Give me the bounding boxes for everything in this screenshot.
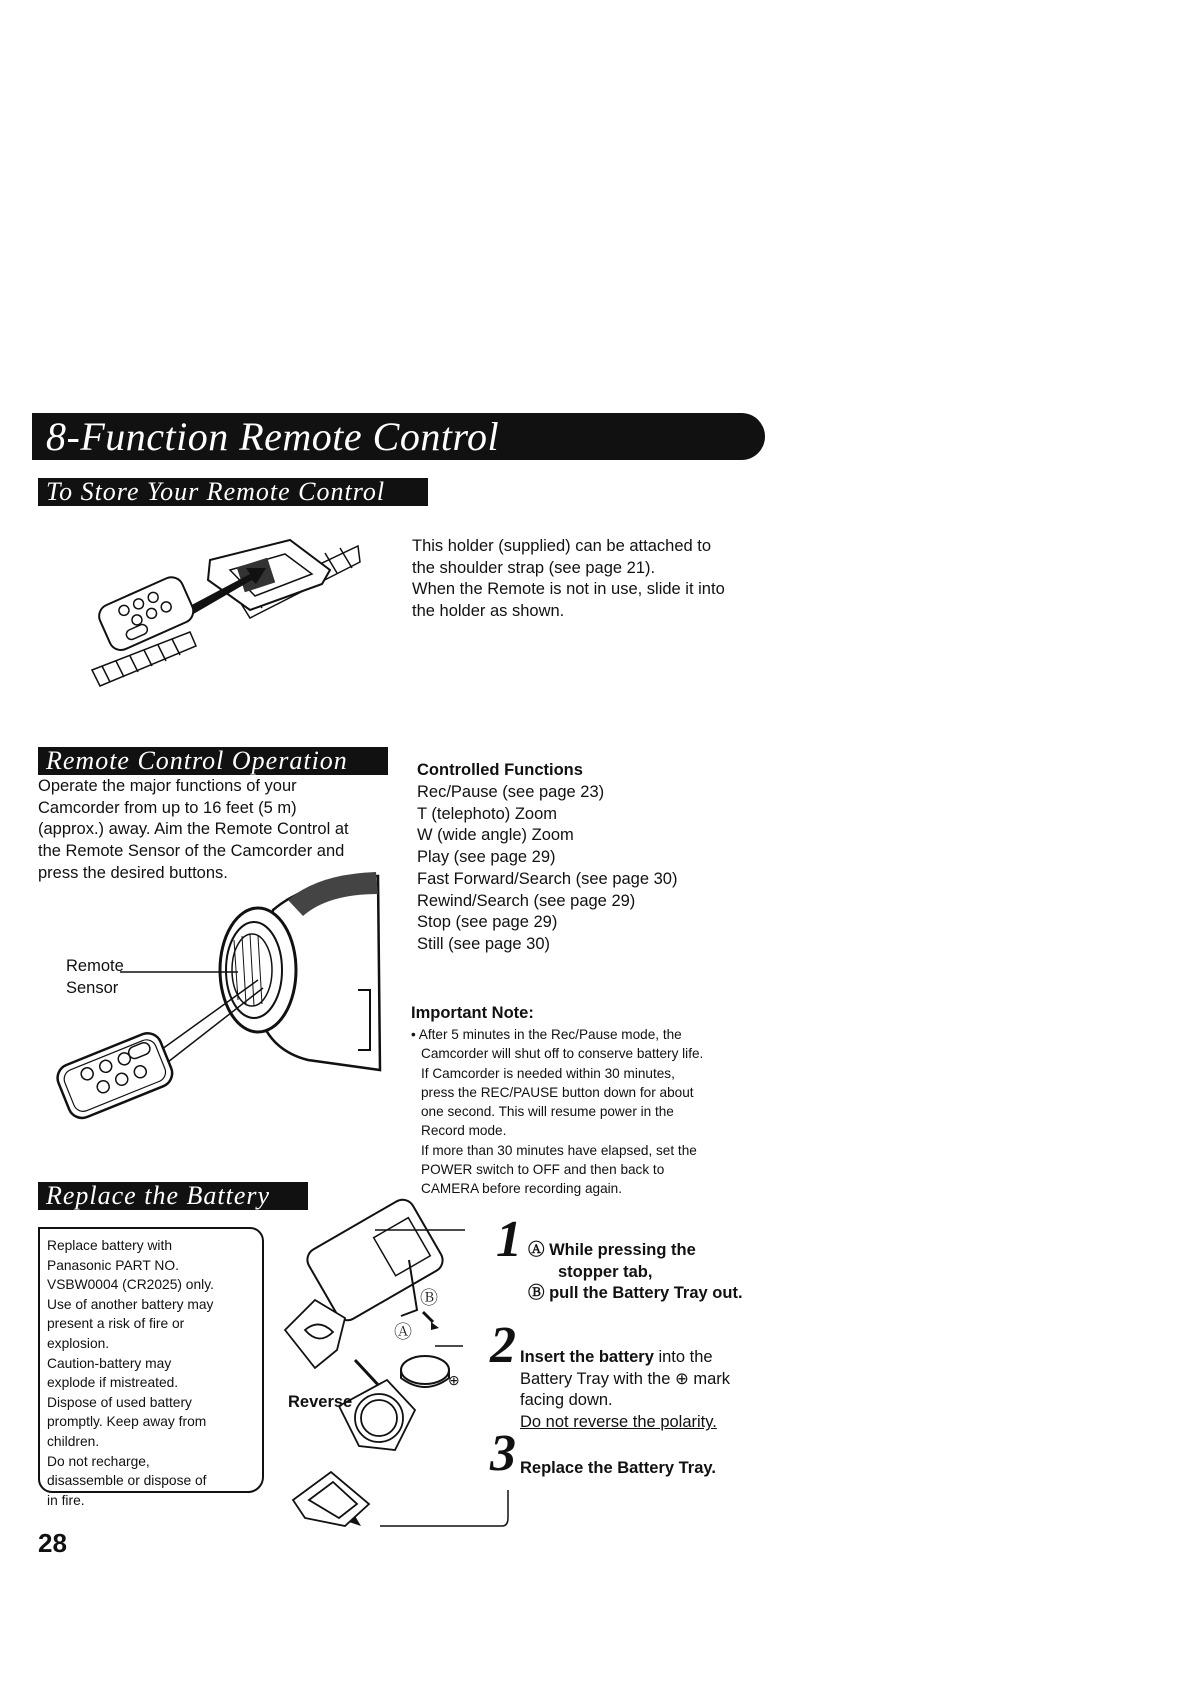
store-paragraph bbox=[412, 536, 782, 623]
step-1-text bbox=[528, 1240, 828, 1305]
camcorder-remote-illustration bbox=[58, 870, 388, 1130]
operation-line: Operate the major functions of your bbox=[38, 777, 297, 795]
step-line: stopper tab, bbox=[558, 1262, 653, 1281]
warning-line: Do not recharge, bbox=[47, 1453, 150, 1469]
warning-line: children. bbox=[47, 1433, 100, 1449]
note-line: one second. This will resume power in the bbox=[421, 1104, 674, 1120]
warning-line: explode if mistreated. bbox=[47, 1375, 179, 1391]
reverse-label: Reverse bbox=[288, 1393, 353, 1411]
warning-line: Panasonic PART NO. bbox=[47, 1257, 179, 1273]
warning-line: Use of another battery may bbox=[47, 1296, 214, 1312]
list-item: T (telephoto) Zoom bbox=[417, 804, 558, 823]
list-item: Rec/Pause (see page 23) bbox=[417, 783, 605, 801]
warning-line: disassemble or dispose of bbox=[47, 1473, 207, 1489]
store-line: the shoulder strap (see page 21). bbox=[412, 558, 656, 577]
step-line: facing down. bbox=[520, 1391, 613, 1410]
step-3-number: 3 bbox=[490, 1425, 516, 1482]
step-line: Battery Tray with the ⊕ mark bbox=[520, 1369, 731, 1388]
step-line-rest: into the bbox=[653, 1348, 713, 1366]
warning-line: Dispose of used battery bbox=[47, 1394, 192, 1410]
list-item: Rewind/Search (see page 29) bbox=[417, 891, 636, 910]
marker-a: Ⓐ bbox=[394, 1322, 412, 1342]
warning-line: VSBW0004 (CR2025) only. bbox=[47, 1277, 214, 1293]
plus-mark: ⊕ bbox=[448, 1372, 460, 1388]
operation-line: the Remote Sensor of the Camcorder and bbox=[38, 842, 345, 861]
warning-line: Replace battery with bbox=[47, 1238, 173, 1253]
step-line-bold: Insert the battery bbox=[520, 1348, 654, 1366]
battery-warning-box bbox=[38, 1227, 264, 1508]
note-line: press the REC/PAUSE button down for about bbox=[421, 1084, 694, 1100]
sensor-label-line: Sensor bbox=[66, 978, 119, 997]
store-line: This holder (supplied) can be attached to bbox=[412, 537, 712, 555]
warning-line: present a risk of fire or bbox=[47, 1316, 185, 1332]
marker-b: Ⓑ bbox=[420, 1288, 438, 1308]
important-note-body bbox=[411, 1025, 791, 1199]
step-1-number: 1 bbox=[496, 1211, 522, 1268]
step-2-text bbox=[520, 1347, 820, 1434]
note-line: Record mode. bbox=[421, 1123, 507, 1139]
page-number: 28 bbox=[38, 1528, 67, 1558]
operation-line: (approx.) away. Aim the Remote Control at bbox=[38, 820, 349, 839]
list-item: W (wide angle) Zoom bbox=[417, 826, 574, 845]
operation-line: Camcorder from up to 16 feet (5 m) bbox=[38, 798, 297, 817]
list-item: Stop (see page 29) bbox=[417, 913, 558, 932]
warning-line: Caution-battery may bbox=[47, 1355, 172, 1371]
step-3-text: Replace the Battery Tray. bbox=[520, 1459, 716, 1477]
step-2-number: 2 bbox=[490, 1317, 516, 1374]
page-title: 8-Function Remote Control bbox=[32, 413, 765, 460]
note-line: POWER switch to OFF and then back to bbox=[421, 1162, 665, 1178]
note-line: If Camcorder is needed within 30 minutes, bbox=[421, 1065, 675, 1081]
important-note-heading: Important Note: bbox=[411, 1004, 534, 1022]
section-heading-store: To Store Your Remote Control bbox=[38, 478, 428, 506]
list-item: Fast Forward/Search (see page 30) bbox=[417, 869, 678, 888]
warning-line: explosion. bbox=[47, 1335, 110, 1351]
warning-line: in fire. bbox=[47, 1492, 85, 1508]
list-item: Still (see page 30) bbox=[417, 934, 550, 953]
section-heading-battery: Replace the Battery bbox=[38, 1182, 308, 1210]
note-line: • After 5 minutes in the Rec/Pause mode, the bbox=[411, 1027, 682, 1042]
step-line: Ⓐ While pressing the bbox=[528, 1241, 696, 1259]
store-line: When the Remote is not in use, slide it into bbox=[412, 580, 725, 599]
warning-line: promptly. Keep away from bbox=[47, 1414, 207, 1430]
operation-line: press the desired buttons. bbox=[38, 863, 228, 882]
step-line: Ⓑ pull the Battery Tray out. bbox=[528, 1284, 743, 1303]
step-line: Do not reverse the polarity. bbox=[520, 1413, 717, 1432]
note-line: If more than 30 minutes have elapsed, set the bbox=[421, 1142, 697, 1158]
remote-holder-illustration bbox=[90, 540, 360, 710]
list-item: Play (see page 29) bbox=[417, 848, 556, 867]
controlled-functions-heading: Controlled Functions bbox=[417, 761, 583, 779]
note-line: Camcorder will shut off to conserve battery life. bbox=[421, 1046, 704, 1062]
sensor-label-line: Remote bbox=[66, 957, 124, 975]
operation-paragraph bbox=[38, 776, 398, 885]
controlled-functions-list bbox=[417, 782, 797, 956]
note-line: CAMERA before recording again. bbox=[421, 1181, 622, 1197]
section-heading-operation: Remote Control Operation bbox=[38, 747, 388, 775]
step-3-leader-line bbox=[380, 1470, 520, 1540]
step-line bbox=[520, 1347, 820, 1369]
store-line: the holder as shown. bbox=[412, 602, 565, 621]
